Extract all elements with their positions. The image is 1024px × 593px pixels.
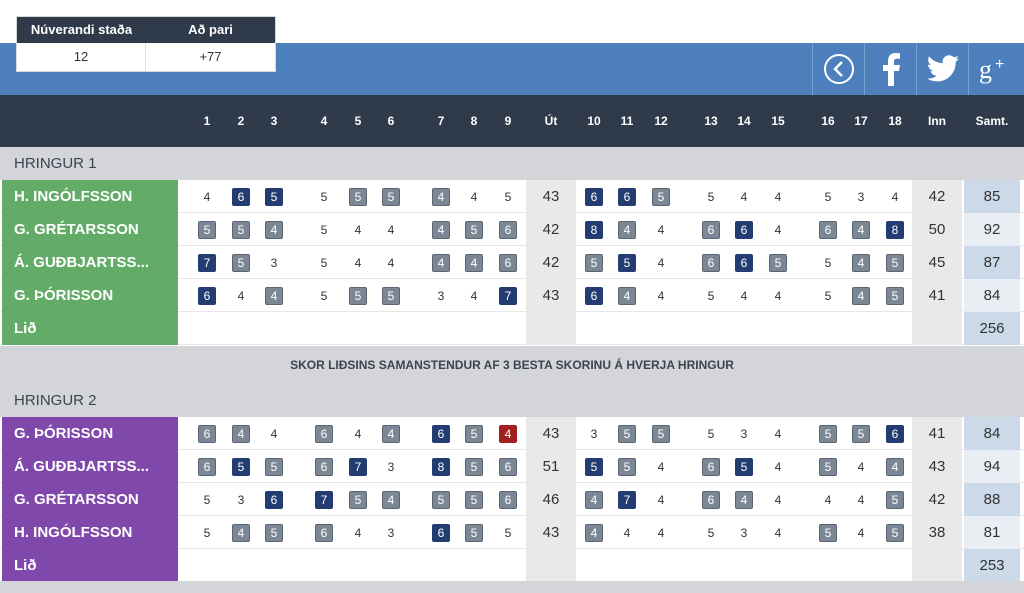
- hole-score: 4: [232, 425, 250, 443]
- hole-score: 4: [774, 190, 782, 204]
- hole-score: 5: [349, 287, 367, 305]
- player-row: [0, 450, 1024, 483]
- hole-score: 4: [886, 458, 904, 476]
- inn-header: Inn: [928, 114, 946, 128]
- team-total: 253: [964, 549, 1020, 582]
- hole-score: 4: [354, 526, 362, 540]
- hole-score: 5: [320, 223, 328, 237]
- player-row: [0, 417, 1024, 450]
- hole-score: 4: [852, 221, 870, 239]
- hole-score: 7: [198, 254, 216, 272]
- current-position-label: Núverandi staða: [30, 22, 133, 37]
- hole-score: 4: [735, 491, 753, 509]
- hole-header-12: 12: [654, 114, 668, 128]
- total-score: 94: [964, 450, 1020, 483]
- hole-score: 6: [702, 458, 720, 476]
- google-plus-share-button[interactable]: [968, 43, 1020, 95]
- hole-score: 4: [657, 223, 665, 237]
- hole-score: 4: [237, 289, 245, 303]
- standing-summary: [16, 16, 276, 72]
- hole-score: 6: [499, 491, 517, 509]
- hole-header-7: 7: [437, 114, 445, 128]
- hole-score: 4: [382, 491, 400, 509]
- hole-score: 4: [354, 223, 362, 237]
- hole-score: 4: [432, 221, 450, 239]
- hole-score: 5: [652, 425, 670, 443]
- hole-score: 4: [232, 524, 250, 542]
- hole-score: 5: [382, 188, 400, 206]
- hole-header-3: 3: [270, 114, 278, 128]
- svg-text:+: +: [994, 56, 1004, 73]
- inn-score: 43: [912, 450, 962, 483]
- google-plus-icon: [978, 54, 1012, 84]
- hole-score: 4: [432, 254, 450, 272]
- team-row: [0, 549, 1024, 582]
- hole-score: 5: [465, 425, 483, 443]
- hole-header-16: 16: [821, 114, 835, 128]
- inn-score: 41: [912, 279, 962, 312]
- current-position-value: 12: [17, 43, 146, 71]
- player-row: [0, 516, 1024, 549]
- team-label: Lið: [2, 549, 178, 582]
- hole-score: 6: [735, 254, 753, 272]
- team-inn-cell: [912, 312, 962, 345]
- hole-score: 6: [499, 221, 517, 239]
- hole-score: 5: [203, 526, 211, 540]
- hole-score: 5: [504, 190, 512, 204]
- bottom-section-bar: [0, 581, 1024, 593]
- hole-score: 4: [499, 425, 517, 443]
- hole-score: 5: [652, 188, 670, 206]
- hole-score: 5: [203, 493, 211, 507]
- player-row: [0, 279, 1024, 312]
- hole-score: 4: [852, 287, 870, 305]
- hole-score: 6: [702, 491, 720, 509]
- hole-score: 5: [707, 526, 715, 540]
- hole-score: 5: [819, 458, 837, 476]
- facebook-icon: [879, 52, 903, 86]
- hole-score: 8: [432, 458, 450, 476]
- hole-score: 5: [886, 491, 904, 509]
- to-par-value: +77: [199, 49, 222, 64]
- team-row: [0, 312, 1024, 345]
- hole-score: 6: [315, 425, 333, 443]
- hole-score: 7: [618, 491, 636, 509]
- hole-score: 5: [886, 524, 904, 542]
- hole-score: 4: [265, 287, 283, 305]
- out-score: 43: [526, 180, 576, 213]
- hole-score: 4: [774, 493, 782, 507]
- total-score: 84: [964, 279, 1020, 312]
- hole-score: 5: [707, 289, 715, 303]
- hole-score: 5: [465, 221, 483, 239]
- hole-score: 5: [465, 524, 483, 542]
- hole-score: 5: [320, 289, 328, 303]
- hole-score: 4: [740, 289, 748, 303]
- hole-score: 6: [585, 287, 603, 305]
- hole-header-11: 11: [620, 114, 634, 128]
- hole-score: 6: [702, 221, 720, 239]
- hole-score: 4: [585, 491, 603, 509]
- hole-score: 4: [585, 524, 603, 542]
- hole-score: 4: [852, 254, 870, 272]
- hole-score: 5: [886, 254, 904, 272]
- hole-score: 4: [618, 221, 636, 239]
- hole-score: 4: [432, 188, 450, 206]
- hole-score: 4: [774, 526, 782, 540]
- hole-score: 4: [470, 289, 478, 303]
- hole-score: 5: [618, 425, 636, 443]
- twitter-share-button[interactable]: [916, 43, 968, 95]
- total-score: 81: [964, 516, 1020, 549]
- hole-score: 6: [315, 524, 333, 542]
- hole-header-13: 13: [704, 114, 718, 128]
- player-row: [0, 213, 1024, 246]
- inn-score: 42: [912, 180, 962, 213]
- hole-header-14: 14: [737, 114, 751, 128]
- hole-score: 4: [387, 223, 395, 237]
- hole-header-10: 10: [587, 114, 601, 128]
- total-score: 84: [964, 417, 1020, 450]
- hole-score: 5: [852, 425, 870, 443]
- hole-score: 4: [354, 427, 362, 441]
- player-name[interactable]: H. INGÓLFSSON: [2, 180, 178, 213]
- hole-score: 5: [232, 221, 250, 239]
- hole-score: 5: [320, 190, 328, 204]
- total-header: Samt.: [975, 114, 1009, 128]
- total-score: 87: [964, 246, 1020, 279]
- hole-header-5: 5: [354, 114, 362, 128]
- team-total: 256: [964, 312, 1020, 345]
- team-label: Lið: [2, 312, 178, 345]
- hole-score: 5: [198, 221, 216, 239]
- hole-score: 4: [857, 493, 865, 507]
- inn-score: 45: [912, 246, 962, 279]
- hole-score: 5: [707, 427, 715, 441]
- player-name[interactable]: G. ÞÓRISSON: [2, 417, 178, 450]
- hole-score: 6: [432, 524, 450, 542]
- hole-header-4: 4: [320, 114, 328, 128]
- hole-score: 6: [265, 491, 283, 509]
- player-name[interactable]: Á. GUÐBJARTSS...: [2, 246, 178, 279]
- hole-score: 4: [657, 493, 665, 507]
- hole-score: 6: [702, 254, 720, 272]
- hole-score: 5: [432, 491, 450, 509]
- hole-score: 5: [232, 458, 250, 476]
- hole-score: 4: [857, 526, 865, 540]
- hole-score: 5: [265, 458, 283, 476]
- hole-score: 6: [819, 221, 837, 239]
- hole-score: 7: [349, 458, 367, 476]
- hole-score: 5: [735, 458, 753, 476]
- hole-score: 6: [198, 458, 216, 476]
- hole-score: 4: [774, 223, 782, 237]
- hole-score: 4: [824, 493, 832, 507]
- hole-score: 4: [657, 460, 665, 474]
- hole-score: 6: [198, 425, 216, 443]
- hole-score: 6: [432, 425, 450, 443]
- out-score: 43: [526, 516, 576, 549]
- hole-score: 3: [740, 526, 748, 540]
- hole-score: 4: [618, 287, 636, 305]
- inn-score: 50: [912, 213, 962, 246]
- hole-score: 4: [774, 427, 782, 441]
- hole-score: 5: [349, 188, 367, 206]
- hole-score: 5: [349, 491, 367, 509]
- hole-score: 4: [857, 460, 865, 474]
- hole-score: 5: [265, 188, 283, 206]
- hole-score: 4: [465, 254, 483, 272]
- hole-score: 3: [387, 526, 395, 540]
- hole-header-18: 18: [888, 114, 902, 128]
- hole-score: 3: [740, 427, 748, 441]
- hole-header-8: 8: [470, 114, 478, 128]
- round-title: HRINGUR 2: [0, 384, 1024, 417]
- hole-header-2: 2: [237, 114, 245, 128]
- player-name[interactable]: H. INGÓLFSSON: [2, 516, 178, 549]
- out-score: 43: [526, 279, 576, 312]
- holes-header: [0, 95, 1024, 147]
- hole-score: 6: [499, 254, 517, 272]
- hole-score: 8: [585, 221, 603, 239]
- to-par-label: Að pari: [188, 22, 233, 37]
- out-score: 51: [526, 450, 576, 483]
- hole-score: 4: [891, 190, 899, 204]
- hole-score: 6: [886, 425, 904, 443]
- hole-score: 4: [740, 190, 748, 204]
- hole-score: 4: [774, 289, 782, 303]
- hole-score: 3: [437, 289, 445, 303]
- hole-score: 5: [819, 524, 837, 542]
- inn-score: 41: [912, 417, 962, 450]
- out-score: 42: [526, 246, 576, 279]
- back-icon: [823, 53, 855, 85]
- hole-score: 6: [735, 221, 753, 239]
- out-score: 46: [526, 483, 576, 516]
- hole-score: 8: [886, 221, 904, 239]
- player-row: [0, 483, 1024, 516]
- hole-score: 4: [774, 460, 782, 474]
- facebook-share-button[interactable]: [864, 43, 916, 95]
- hole-score: 7: [499, 287, 517, 305]
- player-name[interactable]: G. ÞÓRISSON: [2, 279, 178, 312]
- player-name[interactable]: G. GRÉTARSSON: [2, 483, 178, 516]
- hole-score: 5: [465, 491, 483, 509]
- hole-score: 5: [618, 254, 636, 272]
- out-header: Út: [544, 114, 558, 128]
- hole-header-15: 15: [771, 114, 785, 128]
- hole-score: 3: [387, 460, 395, 474]
- twitter-icon: [926, 55, 960, 83]
- total-score: 88: [964, 483, 1020, 516]
- hole-score: 4: [623, 526, 631, 540]
- player-row: [0, 180, 1024, 213]
- hole-score: 6: [315, 458, 333, 476]
- hole-score: 4: [354, 256, 362, 270]
- player-name[interactable]: Á. GUÐBJARTSS...: [2, 450, 178, 483]
- hole-score: 6: [499, 458, 517, 476]
- hole-score: 5: [320, 256, 328, 270]
- total-score: 92: [964, 213, 1020, 246]
- hole-score: 5: [824, 289, 832, 303]
- hole-score: 5: [769, 254, 787, 272]
- hole-score: 3: [270, 256, 278, 270]
- hole-score: 4: [203, 190, 211, 204]
- inn-score: 42: [912, 483, 962, 516]
- hole-score: 4: [387, 256, 395, 270]
- hole-score: 3: [237, 493, 245, 507]
- hole-score: 5: [232, 254, 250, 272]
- hole-header-6: 6: [387, 114, 395, 128]
- hole-score: 5: [824, 256, 832, 270]
- hole-score: 4: [270, 427, 278, 441]
- total-score: 85: [964, 180, 1020, 213]
- hole-header-9: 9: [504, 114, 512, 128]
- hole-header-17: 17: [854, 114, 868, 128]
- out-score: 42: [526, 213, 576, 246]
- hole-score: 5: [265, 524, 283, 542]
- back-button[interactable]: [812, 43, 864, 95]
- hole-score: 5: [585, 458, 603, 476]
- hole-score: 4: [657, 526, 665, 540]
- hole-score: 5: [465, 458, 483, 476]
- team-out-cell: [526, 549, 576, 582]
- hole-score: 6: [585, 188, 603, 206]
- hole-score: 6: [618, 188, 636, 206]
- team-out-cell: [526, 312, 576, 345]
- hole-score: 5: [886, 287, 904, 305]
- team-inn-cell: [912, 549, 962, 582]
- team-scoring-notice: SKOR LIÐSINS SAMANSTENDUR AF 3 BESTA SKORINU Á HVERJA HRINGUR: [0, 346, 1024, 384]
- hole-score: 6: [232, 188, 250, 206]
- player-row: [0, 246, 1024, 279]
- svg-text:g: g: [978, 55, 992, 84]
- hole-score: 7: [315, 491, 333, 509]
- hole-header-1: 1: [203, 114, 211, 128]
- hole-score: 5: [707, 190, 715, 204]
- out-score: 43: [526, 417, 576, 450]
- round-title: HRINGUR 1: [0, 147, 1024, 180]
- hole-score: 4: [470, 190, 478, 204]
- hole-score: 3: [590, 427, 598, 441]
- hole-score: 5: [585, 254, 603, 272]
- hole-score: 4: [657, 289, 665, 303]
- hole-score: 5: [382, 287, 400, 305]
- hole-score: 5: [819, 425, 837, 443]
- hole-score: 6: [198, 287, 216, 305]
- hole-score: 3: [857, 190, 865, 204]
- hole-score: 5: [824, 190, 832, 204]
- hole-score: 5: [618, 458, 636, 476]
- hole-score: 4: [265, 221, 283, 239]
- hole-score: 4: [657, 256, 665, 270]
- player-name[interactable]: G. GRÉTARSSON: [2, 213, 178, 246]
- inn-score: 38: [912, 516, 962, 549]
- hole-score: 5: [504, 526, 512, 540]
- hole-score: 4: [382, 425, 400, 443]
